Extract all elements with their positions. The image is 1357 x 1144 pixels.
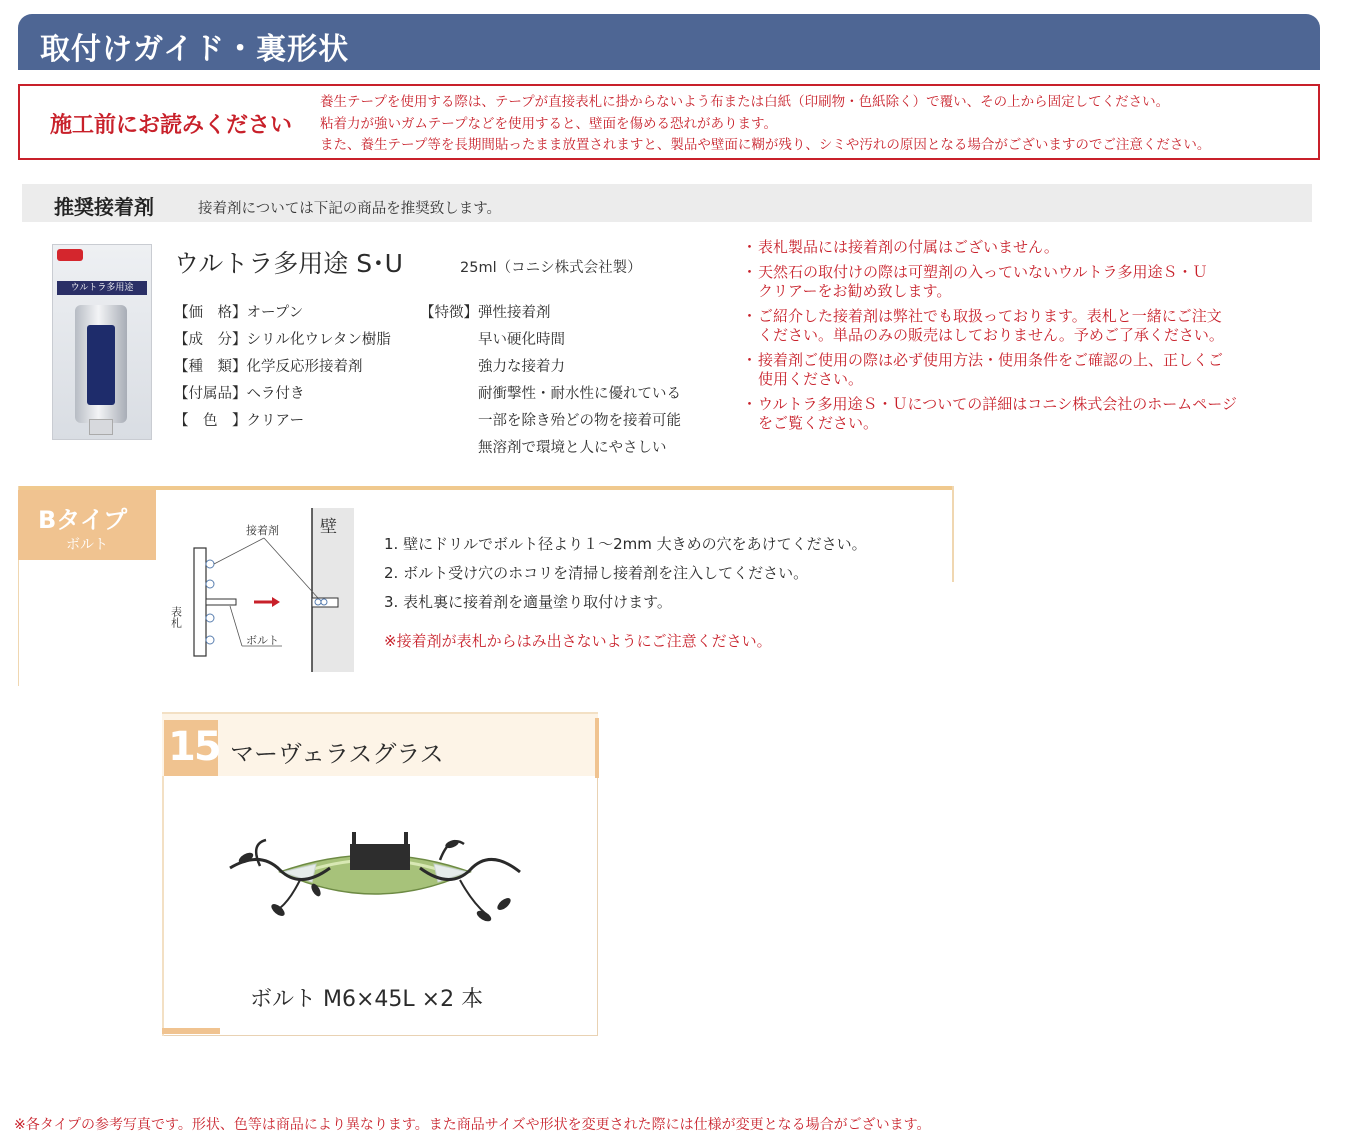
adhesive-dot <box>321 599 327 605</box>
btype-sublabel: ボルト <box>66 537 108 553</box>
product-name: ウルトラ多用途 S･U <box>174 249 403 278</box>
leader-line <box>214 538 264 564</box>
spec-item: 【付属品】ヘラ付き <box>174 386 305 402</box>
vine-branch <box>280 880 300 908</box>
note-line: をご覧ください。 <box>758 414 879 432</box>
feature-item: 無溶剤で環境と人にやさしい <box>478 440 667 456</box>
brand-tag <box>57 249 83 261</box>
adhesive-notes <box>742 238 1237 439</box>
step-item: 3. 表札裏に接着剤を適量塗り取付けます。 <box>384 593 672 611</box>
installation-diagram <box>170 508 360 678</box>
card-number-badge <box>164 720 218 776</box>
note-line: クリアーをお勧め致します。 <box>758 282 952 300</box>
note-line: ・ 表札製品には接着剤の付属はございません。 <box>758 238 1059 256</box>
arrow-head <box>272 597 280 607</box>
feature-item: 早い硬化時間 <box>478 332 565 348</box>
step-item: 1. 壁にドリルでボルト径より１～2mm 大きめの穴をあけてください。 <box>384 535 867 553</box>
leaf-shape <box>475 909 493 924</box>
section-border <box>952 486 954 582</box>
diagram-bolt-label: ボルト <box>246 634 279 647</box>
product-size: 25ml（コニシ株式会社製） <box>460 260 642 276</box>
vine-branch <box>460 880 486 914</box>
warning-line: 粘着力が強いガムテープなどを使用すると、壁面を傷める恐れがあります。 <box>320 115 777 132</box>
note-item <box>742 395 1237 433</box>
features-label: 【特徴】 <box>420 305 478 321</box>
btype-label-box <box>18 490 156 560</box>
note-item <box>742 238 1237 257</box>
feature-item: 強力な接着力 <box>478 359 565 375</box>
feature-item: 耐衝撃性・耐水性に優れている <box>478 386 681 402</box>
btype-label: Bタイプ <box>38 506 128 534</box>
installation-warning: ※接着剤が表札からはみ出さないようにご注意ください。 <box>384 632 772 650</box>
card-accent <box>595 718 599 778</box>
step-item: 2. ボルト受け穴のホコリを清掃し接着剤を注入してください。 <box>384 564 809 582</box>
card-bottom-accent <box>162 1028 220 1034</box>
warning-heading: 施工前にお読みください <box>50 113 293 138</box>
diagram-wall-label: 壁 <box>320 517 337 537</box>
page-title: 取付けガイド・裏形状 <box>40 32 350 67</box>
note-line: 使用ください。 <box>758 370 864 388</box>
warning-line: また、養生テープ等を長期間貼ったまま放置されますと、製品や壁面に糊が残り、シミや汚れの原因となる場合がございますのでご注意ください。 <box>320 137 1211 153</box>
warning-text <box>320 92 1210 157</box>
card-left-border <box>162 776 164 1036</box>
note-line: ください。単品のみの販売はしておりません。予めご了承ください。 <box>758 326 1224 344</box>
card-caption: ボルト M6×45L ×2 本 <box>250 987 484 1012</box>
warning-line: 養生テープを使用する際は、テープが直接表札に掛からないよう布または白紙（印刷物・色紙除く）で覆い、その上から固定してください。 <box>320 94 1170 110</box>
tube-label-shape <box>87 325 115 405</box>
feature-item: 一部を除き殆どの物を接着可能 <box>478 413 681 429</box>
product-image-label: ウルトラ多用途 <box>57 281 147 295</box>
leader-line <box>264 538 318 598</box>
spec-item: 【種 類】化学反応形接着剤 <box>174 359 363 375</box>
page-header <box>18 14 1320 70</box>
note-line: ・ 接着剤ご使用の際は必ず使用方法・使用条件をご確認の上、正しくご <box>758 351 1224 369</box>
product-photo <box>220 820 530 930</box>
leader-line <box>230 606 242 646</box>
plate-shape <box>194 548 206 656</box>
product-specs <box>174 300 391 435</box>
note-line: ・ 天然石の取付けの際は可塑剤の入っていないウルトラ多用途Ｓ・Ｕ <box>758 263 1208 281</box>
adhesive-dot <box>206 560 214 568</box>
leaf-shape <box>495 896 512 912</box>
bracket-shape <box>350 844 410 870</box>
spec-item: 【成 分】シリル化ウレタン樹脂 <box>174 332 391 348</box>
recommended-adhesive-bar <box>22 184 1312 222</box>
note-item <box>742 351 1237 389</box>
adhesive-dot <box>315 599 321 605</box>
pre-install-warning-box <box>18 84 1320 160</box>
card-number: 15 <box>168 724 220 770</box>
adhesive-dot <box>206 580 214 588</box>
footer-note: ※各タイプの参考写真です。形状、色等は商品により異なります。また商品サイズや形状を変更された際には仕様が変更となる場合がございます。 <box>14 1117 931 1133</box>
diagram-adhesive-label: 接着剤 <box>246 524 279 537</box>
recommended-adhesive-heading: 推奨接着剤 <box>54 195 154 219</box>
note-line: ・ ご紹介した接着剤は弊社でも取扱っております。表札と一緒にご注文 <box>758 307 1222 325</box>
features-list <box>478 300 681 462</box>
diagram-plate-label: 表札 <box>170 606 183 628</box>
adhesive-dot <box>206 614 214 622</box>
feature-item: 弾性接着剤 <box>478 305 551 321</box>
bolt-shape <box>206 599 236 605</box>
card-title: マーヴェラスグラス <box>230 740 444 768</box>
adhesive-dot <box>206 636 214 644</box>
recommended-adhesive-description: 接着剤については下記の商品を推奨致します。 <box>198 201 502 217</box>
spec-item: 【価 格】オープン <box>174 305 304 321</box>
spec-item: 【 色 】クリアー <box>174 413 305 429</box>
section-divider <box>18 486 954 490</box>
note-item <box>742 263 1237 301</box>
adhesive-product-image <box>52 244 152 440</box>
tube-cap-shape <box>89 419 113 435</box>
note-item <box>742 307 1237 345</box>
installation-steps <box>384 530 867 617</box>
note-line: ・ ウルトラ多用途Ｓ・Ｕについての詳細はコニシ株式会社のホームページ <box>758 395 1237 413</box>
